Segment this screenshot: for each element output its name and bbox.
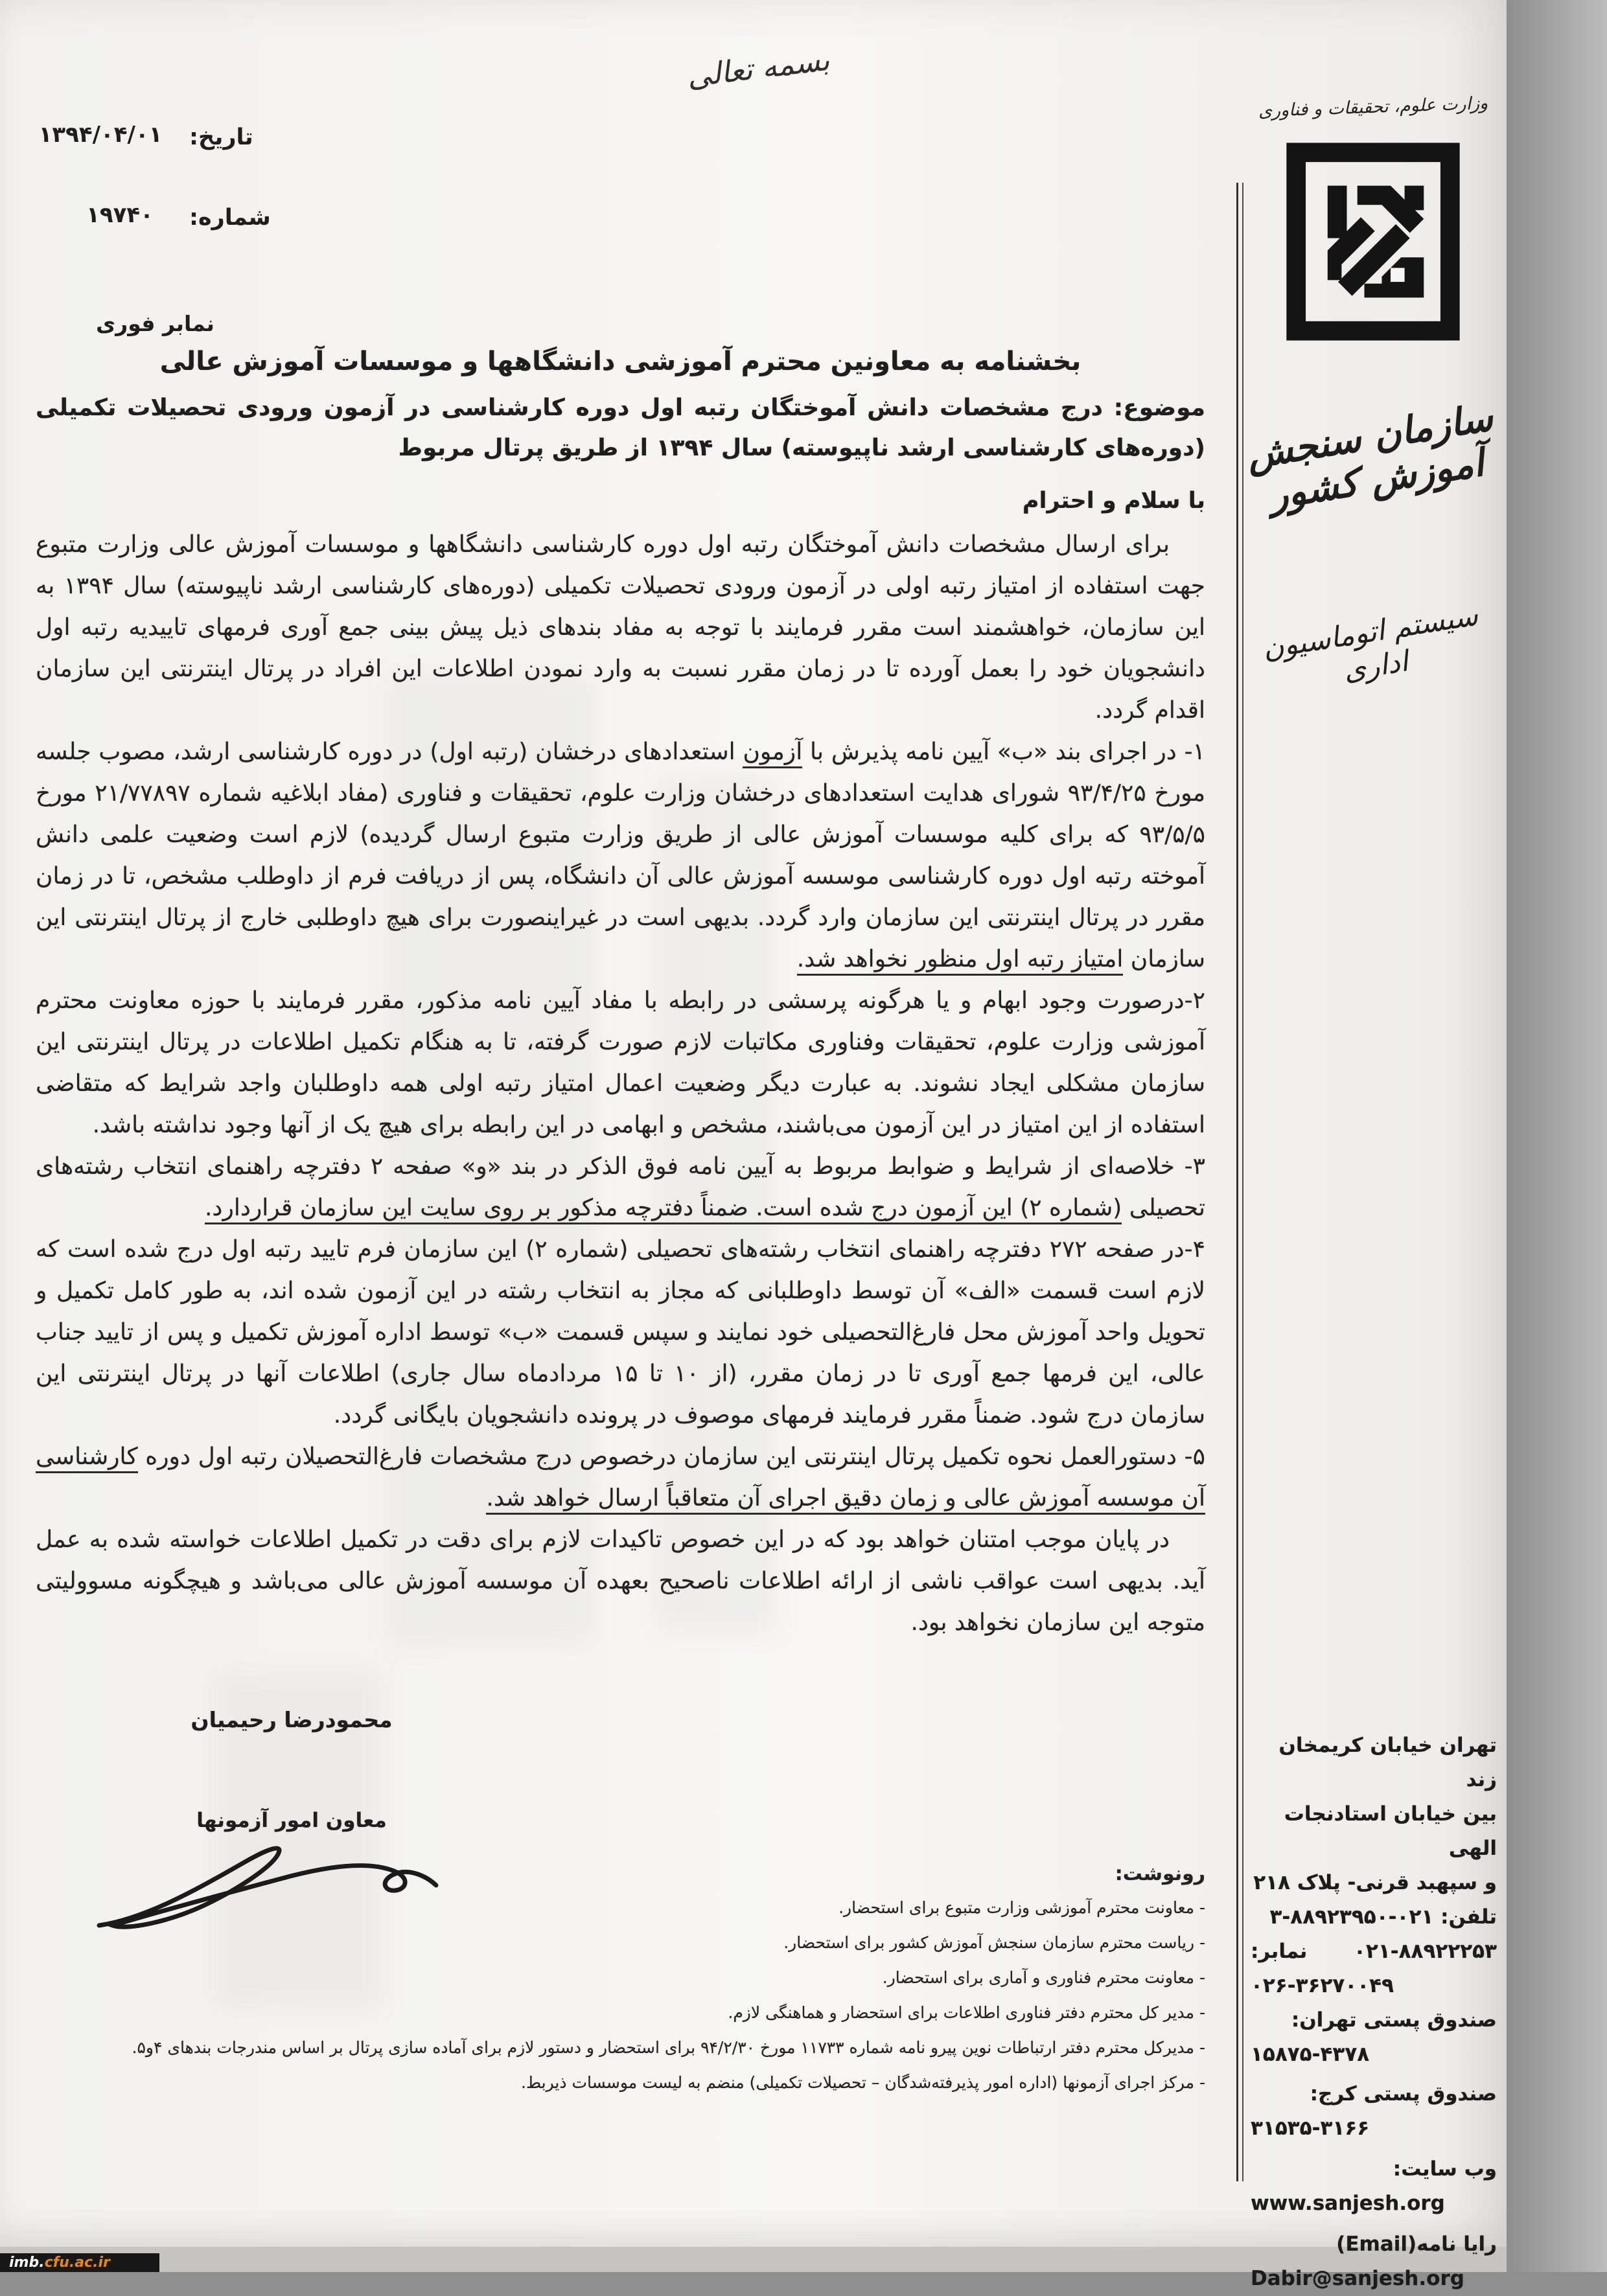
item5-underlined-ending: کارشناسی آن موسسه آموزش عالی و زمان دقیق اجرای آن متعاقباً ارسال خواهد شد.	[36, 1443, 1205, 1515]
urgent-fax-note: نمابر فوری	[96, 311, 214, 336]
paragraph-closing: در پایان موجب امتنان خواهد بود که در این خصوص تاکیدات لازم برای دقت در تکمیل اطلاعات خواسته شده به عمل آید. بدیهی است عواقب ناشی از ارائه اطلاعات ناصحیح بعهده آن موسسه آموزش عالی می‌باشد و هیچگونه مسوولیتی متوجه این سازمان نخواهد بود.	[36, 1526, 1205, 1636]
paragraph-item-1	[36, 731, 1205, 980]
watermark-domain: cfu.ac.ir	[44, 2255, 110, 2271]
signer-role: معاون امور آزمونها	[196, 1809, 387, 1832]
subject-line: موضوع: درج مشخصات دانش آموختگان رتبه اول دوره کارشناسی در آزمون ورودی تحصیلات تکمیلی (دوره‌های کارشناسی ارشد ناپیوسته) سال ۱۳۹۴ از طریق پرتال مربوط	[36, 395, 1205, 461]
date-label: تاریخ:	[189, 124, 253, 150]
paragraph-item-4: ۴-در صفحه ۲۷۲ دفترچه راهنمای انتخاب رشته‌های تحصیلی (شماره ۲) این سازمان فرم تایید رتبه اول درج شده است که لازم است قسمت «الف» آن توسط داوطلبانی که مجاز به انتخاب رشته در این آزمون شده اند، به طور کامل تکمیل و تحویل واحد آموزش محل فارغ‌التحصیلی خود نمایند و سپس قسمت «ب» توسط اداره آموزش تکمیل و پس از تایید جناب عالی، این فرمها جمع آوری تا در زمان مقرر، (از ۱۰ تا ۱۵ مردادماه سال جاری) اطلاعات آنها در پرتال اینترنتی این سازمان درج شود. ضمناً مقرر فرمایند فرمهای موصوف در پرونده دانشجویان بایگانی گردد.	[36, 1236, 1205, 1429]
item1-text: ۱- در اجرای بند «ب» آیین نامه پذیرش با	[802, 739, 1205, 765]
fax-line	[1251, 1934, 1497, 1969]
fax-line-2: ۰۲۶-۳۶۲۷۰۰۴۹	[1251, 1974, 1394, 1997]
scan-edge-right	[1507, 0, 1607, 2272]
item3-text: ۳- خلاصه‌ای از شرایط و ضوابط مربوط به آیین نامه فوق الذکر در بند «و» صفحه ۲ دفترچه راهنمای انتخاب رشته‌های تحصیلی	[36, 1153, 1205, 1221]
paragraph-item-3	[36, 1146, 1205, 1229]
cc-list	[36, 1863, 1205, 2100]
signer-name: محمودرضا رحیمیان	[191, 1707, 393, 1732]
item1-underlined-word: آزمون	[743, 739, 802, 768]
item5-text: ۵- دستورالعمل نحوه تکمیل پرتال اینترنتی این سازمان درخصوص درج مشخصات فارغ‌التحصیلان رتبه اول دوره	[137, 1443, 1205, 1470]
address-line: بین خیابان استادنجات الهی	[1284, 1802, 1497, 1860]
organization-name-calligraphy: سازمان سنجش آموزش کشور	[1243, 395, 1496, 518]
cc-item: - معاونت محترم آموزشی وزارت متبوع برای استحضار.	[838, 1898, 1205, 1917]
pobox-karaj-label: صندوق پستی کرج:	[1310, 2082, 1497, 2106]
item3-underlined-ending: (شماره ۲) این آزمون درج شده است. ضمناً دفترچه مذکور بر روی سایت این سازمان قراردارد.	[205, 1195, 1122, 1224]
item1-underlined-ending: امتیاز رتبه اول منظور نخواهد شد.	[797, 946, 1124, 976]
pobox-karaj-value: ۳۱۵۳۵-۳۱۶۶	[1251, 2117, 1370, 2140]
email-address: Dabir@sanjesh.org	[1251, 2267, 1464, 2290]
email-label: رایا نامه(Email)	[1336, 2233, 1497, 2256]
site-watermark	[0, 2253, 159, 2272]
ministry-name: وزارت علوم، تحقیقات و فناوری	[1258, 93, 1488, 122]
paragraph-intro: برای ارسال مشخصات دانش آموختگان رتبه اول دوره کارشناسی دانشگاهها و موسسات آموزش عالی وزارت متبوع جهت استفاده از امتیاز رتبه اولی در آزمون ورودی تحصیلات تکمیلی (دوره‌های کارشناسی ارشد ناپیوسته) سال ۱۳۹۴ به این سازمان، خواهشمند است مقرر فرمایند با توجه به مفاد بندهای ذیل پیش بینی جمع آوری فرمهای تاییدیه رتبه اول دانشجویان خود را بعمل آورده تا در زمان مقرر نسبت به وارد نمودن اطلاعات این افراد در پرتال اینترنتی این سازمان اقدام گردد.	[36, 531, 1206, 724]
item1-text: استعدادهای درخشان (رتبه اول) در دوره کارشناسی ارشد، مصوب جلسه مورخ ۹۳/۴/۲۵ شورای هدایت استعدادهای درخشان وزارت علوم، تحقیقات و فناوری (مفاد ابلاغیه شماره ۲۱/۷۷۸۹۷ مورخ ۹۳/۵/۵ که برای کلیه موسسات آموزش عالی از طریق وزارت متبوع ارسال گردیده) لازم است وضعیت علمی دانش آموخته رتبه اول دوره کارشناسی موسسه آموزش عالی آن دانشگاه، پس از دریافت فرم از داوطلب مشخص، تا در زمان مقرر در پرتال اینترنتی این سازمان وارد گردد. بدیهی است در غیراینصورت برای هیچ داوطلبی خارج از پرتال اینترنتی این سازمان	[36, 739, 1205, 972]
fax-value: ۰۲۱-۸۸۹۲۲۲۵۳	[1354, 1940, 1497, 1963]
sanjesh-logo	[1286, 141, 1461, 342]
pobox-tehran-value: ۱۵۸۷۵-۴۳۷۸	[1251, 2043, 1370, 2066]
cc-item: - ریاست محترم سازمان سنجش آموزش کشور برای استحضار.	[783, 1933, 1205, 1952]
signature-block	[152, 1707, 431, 1832]
besmele-calligraphy: بسمه تعالی	[684, 41, 832, 95]
salutation: با سلام و احترام	[1022, 488, 1205, 514]
cc-item: - مدیرکل محترم دفتر ارتباطات نوین پیرو نامه شماره ۱۱۷۳۳ مورخ ۹۴/۲/۳۰ برای استحضار و دستور لازم برای آماده سازی پرتال بر اساس مندرجات بندهای ۴و۵.	[132, 2038, 1205, 2057]
cc-item: - مرکز اجرای آزمونها (اداره امور پذیرفته‌شدگان – تحصیلات تکمیلی) منضم به لیست موسسات ذیربط.	[521, 2073, 1205, 2092]
cc-item: - معاونت محترم فناوری و آماری برای استحضار.	[882, 1968, 1205, 1987]
watermark-prefix: imb.	[9, 2255, 45, 2271]
phone-line: تلفن: ۰۲۱-۸۸۹۲۳۹۵۰-۳	[1269, 1905, 1497, 1929]
fax-label: نمابر:	[1251, 1940, 1308, 1963]
paragraph-item-5	[36, 1436, 1205, 1519]
address-line: تهران خیابان کریمخان زند	[1278, 1734, 1497, 1791]
paragraph-item-2: ۲-درصورت وجود ابهام و یا هرگونه پرسشی در رابطه با مفاد آیین نامه مذکور، مقرر فرمایند با حوزه معاونت محترم آموزشی وزارت علوم، تحقیقات وفناوری مکاتبات لازم صورت گرفته، تا به هنگام تکمیل اطلاعات در پرتال اینترنتی این سازمان مشکلی ایجاد نشوند. به عبارت دیگر وضعیت اعمال امتیاز رتبه اولی همه داوطلبان واجد شرایط که متقاضی استفاده از این امتیاز در این آزمون می‌باشند، مشخص و ابهامی در این رابطه برای هیچ یک از آنها وجود نداشته باشد.	[36, 987, 1205, 1138]
address-line: و سپهبد قرنی- پلاک ۲۱۸	[1253, 1871, 1497, 1894]
date-value: ۱۳۹۴/۰۴/۰۱	[38, 122, 163, 148]
circular-title: بخشنامه به معاونین محترم آموزشی دانشگاهها و موسسات آموزش عالی	[159, 347, 1081, 376]
website-label: وب سایت:	[1393, 2157, 1497, 2181]
automation-system-caption: سیستم اتوماسیون اداری	[1260, 599, 1481, 687]
letter-body	[36, 347, 1205, 1644]
contact-block	[1251, 1728, 1497, 2296]
cc-label: رونوشت:	[1115, 1863, 1205, 1885]
number-label: شماره:	[189, 205, 271, 231]
sidebar-divider	[1236, 183, 1243, 2181]
number-value: ۱۹۷۴۰	[86, 202, 154, 228]
cc-item: - مدیر کل محترم دفتر فناوری اطلاعات برای استحضار و هماهنگی لازم.	[728, 2003, 1205, 2022]
pobox-tehran-label: صندوق پستی تهران:	[1291, 2008, 1497, 2032]
website-url: www.sanjesh.org	[1251, 2192, 1445, 2215]
